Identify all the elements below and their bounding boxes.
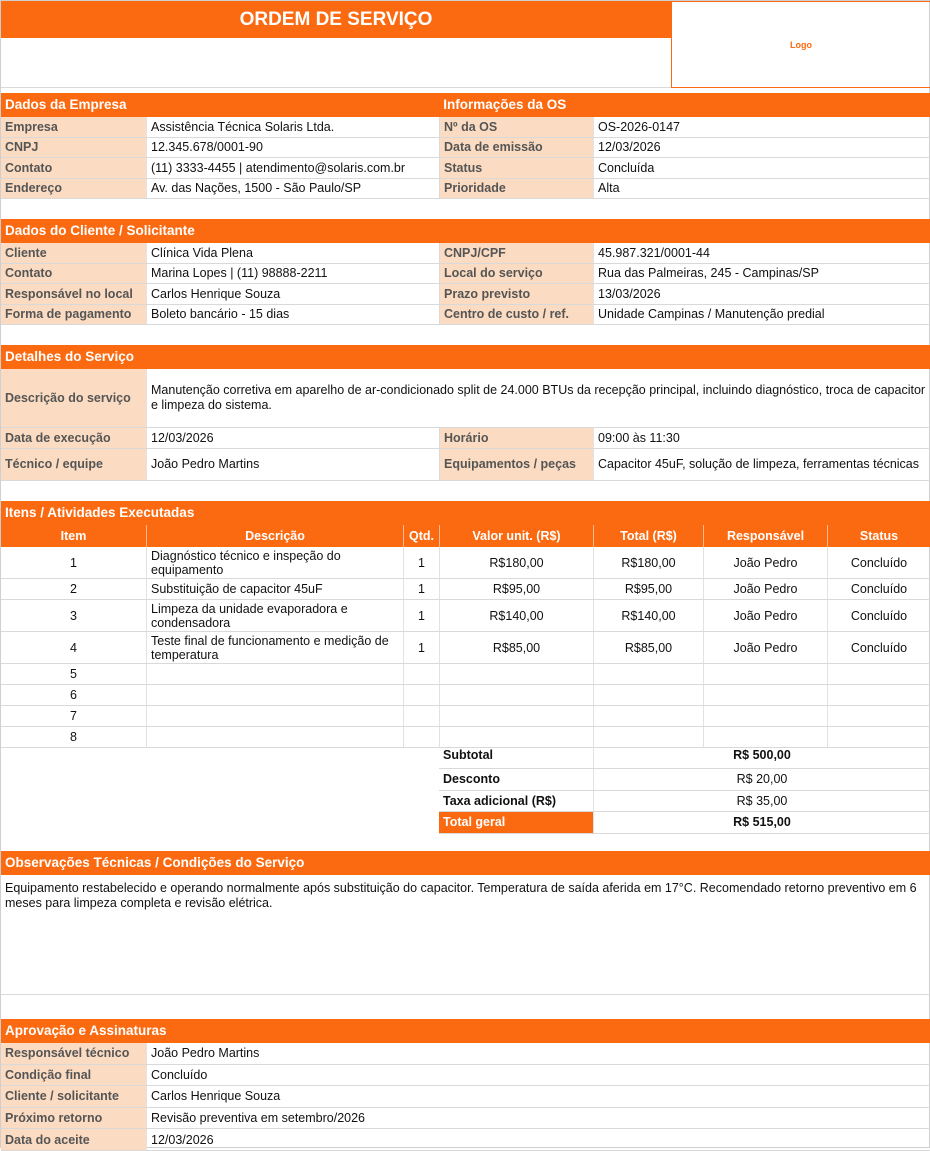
field-value: 09:00 às 11:30: [593, 428, 930, 448]
field-value: Carlos Henrique Souza: [146, 1086, 930, 1107]
item-unit-price: [439, 685, 593, 705]
field-value: Revisão preventiva em setembro/2026: [146, 1108, 930, 1129]
totals-value: R$ 500,00: [593, 742, 930, 768]
field-value: Boleto bancário - 15 dias: [146, 305, 439, 325]
field-value: (11) 3333-4455 | atendimento@solaris.com.br: [146, 158, 439, 178]
field-label: Horário: [439, 428, 593, 448]
field-value: 45.987.321/0001-44: [593, 243, 930, 263]
item-total: R$95,00: [593, 579, 703, 599]
items-table-header: [1, 525, 930, 547]
company-os-section: [1, 93, 930, 199]
field-label: Técnico / equipe: [1, 449, 146, 480]
item-number: 7: [70, 709, 77, 723]
field-label: CNPJ/CPF: [439, 243, 593, 263]
company-row: [1, 158, 930, 179]
totals-row: [439, 742, 930, 769]
field-label: Prazo previsto: [439, 284, 593, 304]
field-value: 12/03/2026: [146, 428, 439, 448]
totals-row: [439, 812, 930, 834]
item-responsible: [703, 706, 827, 726]
totals-label: Total geral: [439, 812, 593, 833]
item-total: R$140,00: [593, 600, 703, 631]
client-row: [1, 305, 930, 326]
field-label: Empresa: [1, 117, 146, 137]
field-value: Capacitor 45uF, solução de limpeza, ferramentas técnicas: [593, 449, 930, 480]
section-itens-title: Itens / Atividades Executadas: [1, 501, 930, 525]
totals-row: [439, 791, 930, 813]
item-description: [146, 727, 403, 747]
approval-row: [1, 1065, 930, 1087]
field-value: Alta: [593, 179, 930, 199]
item-number: 2: [70, 582, 77, 596]
item-total: [593, 706, 703, 726]
item-responsible: João Pedro: [703, 547, 827, 578]
section-os-title: Informações da OS: [439, 93, 930, 117]
item-responsible: João Pedro: [703, 579, 827, 599]
field-value: Carlos Henrique Souza: [146, 284, 439, 304]
item-responsible: [703, 685, 827, 705]
item-unit-price: R$85,00: [439, 632, 593, 663]
section-servico-title: Detalhes do Serviço: [1, 345, 930, 369]
items-section: [1, 501, 930, 748]
item-unit-price: R$180,00: [439, 547, 593, 578]
column-header: Responsável: [703, 525, 827, 547]
item-status: Concluído: [827, 547, 930, 578]
field-value: 12/03/2026: [593, 138, 930, 158]
totals-value: R$ 515,00: [593, 812, 930, 833]
item-total: [593, 685, 703, 705]
item-number: 8: [70, 730, 77, 744]
item-description: [146, 664, 403, 684]
field-value: Rua das Palmeiras, 245 - Campinas/SP: [593, 264, 930, 284]
item-number: 4: [70, 640, 77, 655]
field-value: João Pedro Martins: [146, 449, 439, 480]
field-label: Contato: [1, 264, 146, 284]
field-value: Concluído: [146, 1065, 930, 1086]
field-label: Responsável técnico: [1, 1043, 146, 1064]
field-label: Contato: [1, 158, 146, 178]
totals-label: Desconto: [443, 772, 500, 787]
title-blank-area: [1, 38, 671, 88]
item-description: Substituição de capacitor 45uF: [146, 579, 403, 599]
totals-row: [439, 769, 930, 791]
service-row: [1, 449, 930, 481]
client-section: [1, 219, 930, 325]
field-label: Próximo retorno: [1, 1108, 146, 1129]
item-status: Concluído: [827, 600, 930, 631]
client-row: [1, 264, 930, 285]
item-total: R$85,00: [593, 632, 703, 663]
item-quantity: 1: [403, 600, 439, 631]
item-description: Diagnóstico técnico e inspeção do equipamento: [146, 547, 403, 578]
table-row: [1, 664, 930, 685]
field-label: Data de execução: [1, 428, 146, 448]
column-header: Qtd.: [403, 525, 439, 547]
column-header: Descrição: [146, 525, 403, 547]
item-unit-price: [439, 706, 593, 726]
field-value: Marina Lopes | (11) 98888-2211: [146, 264, 439, 284]
item-number: 3: [70, 608, 77, 623]
item-description: Teste final de funcionamento e medição de temperatura: [146, 632, 403, 663]
field-label: Cliente / solicitante: [1, 1086, 146, 1107]
item-quantity: 1: [403, 632, 439, 663]
item-status: [827, 664, 930, 684]
column-header: Item: [1, 525, 146, 547]
item-status: [827, 685, 930, 705]
column-header: Status: [827, 525, 930, 547]
section-observacoes-title: Observações Técnicas / Condições do Serviço: [1, 851, 930, 875]
company-row: [1, 179, 930, 200]
item-total: R$180,00: [593, 547, 703, 578]
totals-label: Taxa adicional (R$): [443, 793, 556, 808]
approval-row: [1, 1043, 930, 1065]
item-status: [827, 706, 930, 726]
approval-row: [1, 1086, 930, 1108]
table-row: [1, 685, 930, 706]
field-label: Local do serviço: [439, 264, 593, 284]
approval-row: [1, 1108, 930, 1130]
item-status: Concluído: [827, 632, 930, 663]
item-description: [146, 685, 403, 705]
field-label: Condição final: [1, 1065, 146, 1086]
totals-label: Subtotal: [443, 748, 493, 762]
observations-section: [1, 851, 930, 995]
field-value: Concluída: [593, 158, 930, 178]
field-value: Assistência Técnica Solaris Ltda.: [146, 117, 439, 137]
item-quantity: [403, 727, 439, 747]
field-value: OS-2026-0147: [593, 117, 930, 137]
column-header: Total (R$): [593, 525, 703, 547]
observations-text: Equipamento restabelecido e operando normalmente após substituição do capacitor. Temperatura de saída aferida em 17°C. Recomendado retorno preventivo em 6 meses para limpeza completa e revisão elétrica.: [1, 875, 930, 995]
item-total: [593, 664, 703, 684]
company-row: [1, 138, 930, 159]
item-quantity: [403, 685, 439, 705]
client-row: [1, 243, 930, 264]
field-label: Data do aceite: [1, 1129, 146, 1150]
item-description: Limpeza da unidade evaporadora e condensadora: [146, 600, 403, 631]
item-responsible: João Pedro: [703, 632, 827, 663]
column-header: Valor unit. (R$): [439, 525, 593, 547]
field-label: Status: [439, 158, 593, 178]
totals-value: R$ 35,00: [593, 791, 930, 812]
section-aprovacao-title: Aprovação e Assinaturas: [1, 1019, 930, 1043]
field-value: João Pedro Martins: [146, 1043, 930, 1064]
field-value: Clínica Vida Plena: [146, 243, 439, 263]
item-quantity: [403, 706, 439, 726]
field-value: 13/03/2026: [593, 284, 930, 304]
item-quantity: [403, 664, 439, 684]
item-unit-price: [439, 664, 593, 684]
table-row: [1, 600, 930, 632]
field-label: CNPJ: [1, 138, 146, 158]
totals-value: R$ 20,00: [593, 769, 930, 790]
approval-section: [1, 1019, 930, 1151]
field-label: Forma de pagamento: [1, 305, 146, 325]
table-row: [1, 579, 930, 600]
table-row: [1, 706, 930, 727]
table-row: [1, 632, 930, 664]
document-title: ORDEM DE SERVIÇO: [1, 1, 671, 38]
totals-block: [439, 742, 930, 834]
field-value: Av. das Nações, 1500 - São Paulo/SP: [146, 179, 439, 199]
item-quantity: 1: [403, 547, 439, 578]
service-row: [1, 428, 930, 449]
field-label: Responsável no local: [1, 284, 146, 304]
field-label: Equipamentos / peças: [439, 449, 593, 480]
field-value: 12/03/2026: [146, 1129, 930, 1150]
item-number: 6: [70, 688, 77, 702]
item-quantity: 1: [403, 579, 439, 599]
field-label: Centro de custo / ref.: [439, 305, 593, 325]
field-label: Nº da OS: [439, 117, 593, 137]
item-unit-price: R$95,00: [439, 579, 593, 599]
field-label: Descrição do serviço: [1, 369, 146, 427]
item-status: Concluído: [827, 579, 930, 599]
field-label: Prioridade: [439, 179, 593, 199]
item-number: 1: [70, 555, 77, 570]
field-value: Unidade Campinas / Manutenção predial: [593, 305, 930, 325]
item-responsible: [703, 664, 827, 684]
field-value: 12.345.678/0001-90: [146, 138, 439, 158]
item-responsible: João Pedro: [703, 600, 827, 631]
item-number: 5: [70, 667, 77, 681]
items-table-body: [1, 547, 930, 748]
item-description: [146, 706, 403, 726]
section-empresa-title: Dados da Empresa: [1, 93, 439, 117]
table-row: [1, 547, 930, 579]
field-label: Endereço: [1, 179, 146, 199]
field-label: Data de emissão: [439, 138, 593, 158]
field-label: Cliente: [1, 243, 146, 263]
section-cliente-title: Dados do Cliente / Solicitante: [1, 219, 930, 243]
service-description: Manutenção corretiva em aparelho de ar-condicionado split de 24.000 BTUs da recepção principal, incluindo diagnóstico, troca de capacitor e limpeza do sistema.: [146, 369, 930, 427]
logo-placeholder: Logo: [671, 1, 930, 88]
client-row: [1, 284, 930, 305]
item-unit-price: R$140,00: [439, 600, 593, 631]
service-details-section: [1, 345, 930, 481]
company-row: [1, 117, 930, 138]
service-description-row: [1, 369, 930, 428]
